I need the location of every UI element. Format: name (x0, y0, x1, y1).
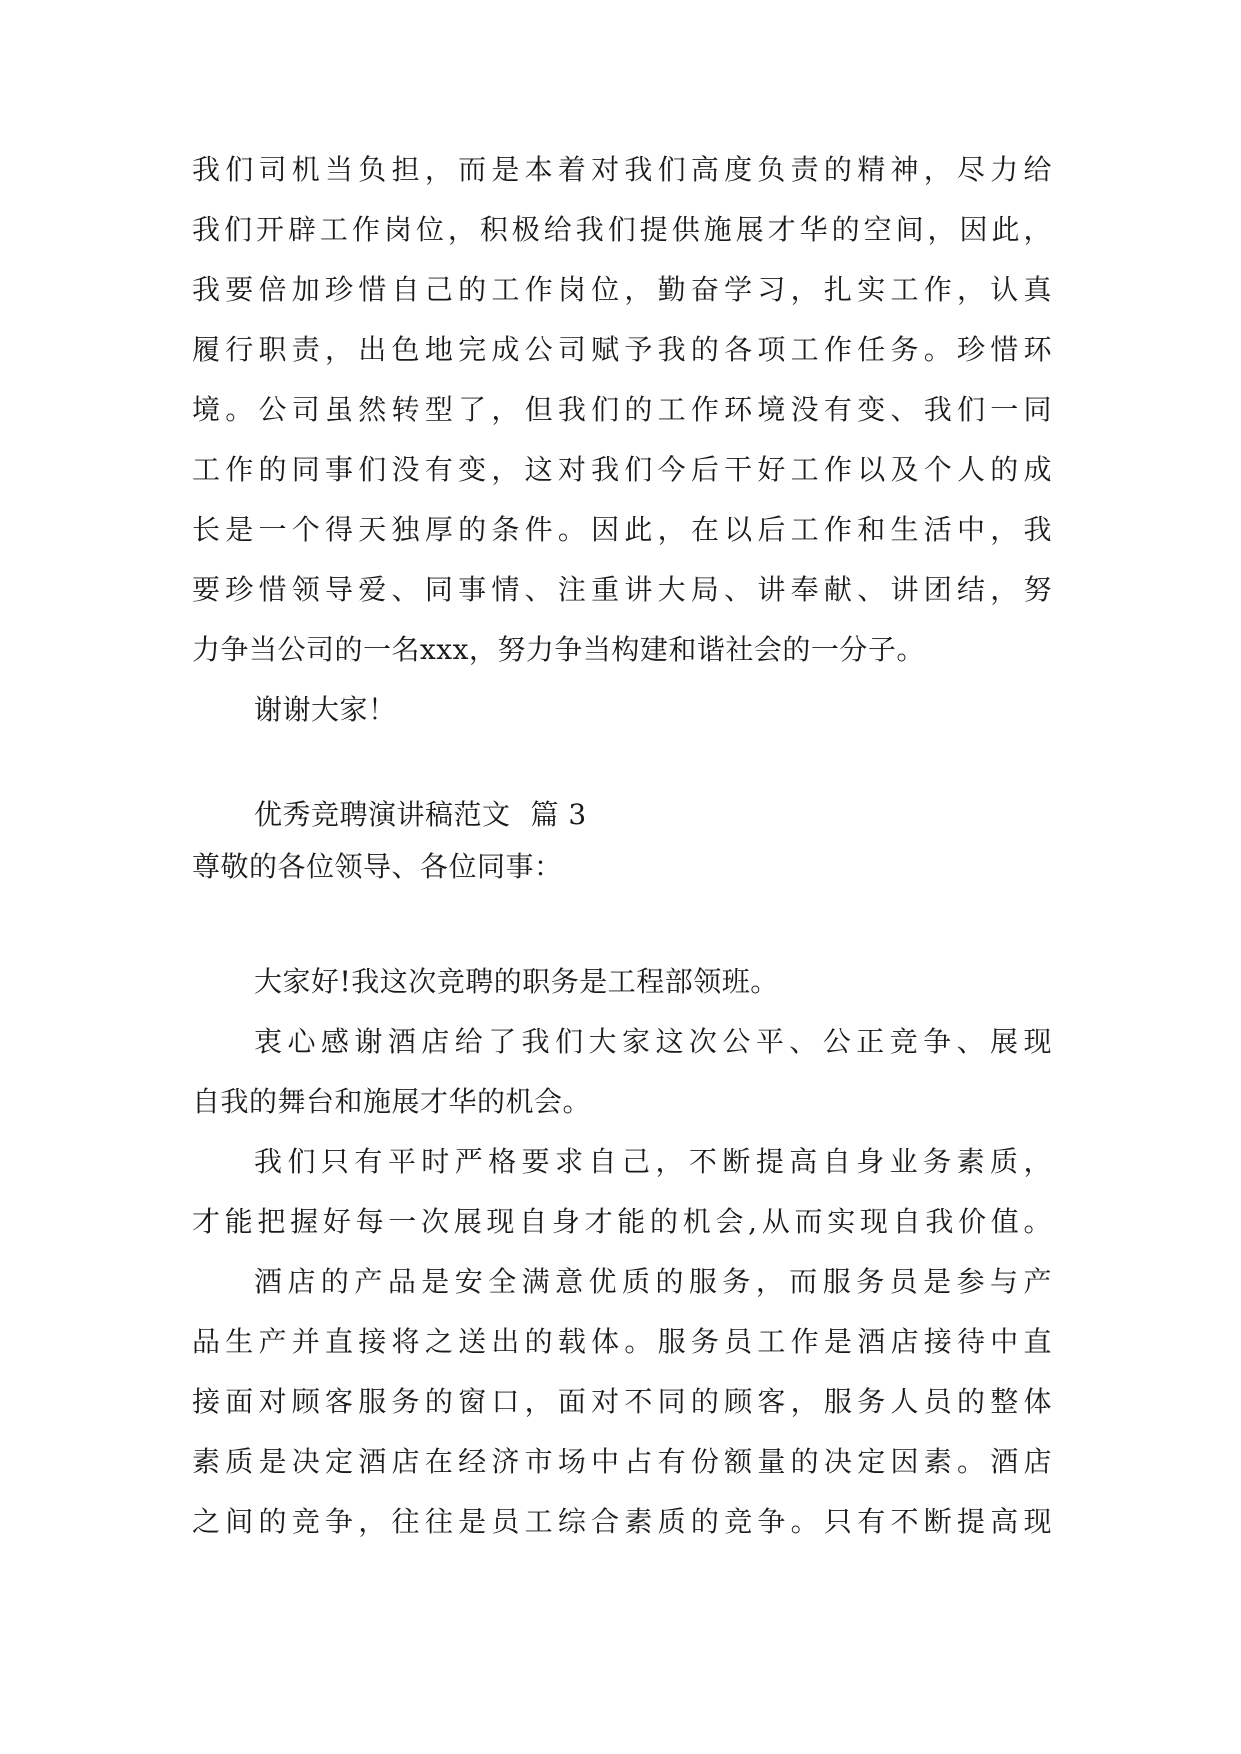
paragraph-line: 力争当公司的一名xxx，努力争当构建和谐社会的一分子。 (192, 633, 925, 666)
paragraph-line: 之间的竞争，往往是员工综合素质的竞争。只有不断提高现 (192, 1505, 1052, 1538)
paragraph-line: 酒店的产品是安全满意优质的服务，而服务员是参与产 (254, 1265, 1052, 1298)
paragraph-line: 工作的同事们没有变，这对我们今后干好工作以及个人的成 (192, 453, 1052, 486)
paragraph-line: 衷心感谢酒店给了我们大家这次公平、公正竞争、展现 (254, 1025, 1052, 1058)
paragraph-line: 才能把握好每一次展现自身才能的机会,从而实现自我价值。 (192, 1205, 1052, 1238)
paragraph-line: 我要倍加珍惜自己的工作岗位，勤奋学习，扎实工作，认真 (192, 273, 1052, 306)
paragraph-line: 我们开辟工作岗位，积极给我们提供施展才华的空间，因此， (192, 213, 1052, 246)
closing-thanks: 谢谢大家！ (254, 693, 397, 726)
paragraph-line: 素质是决定酒店在经济市场中占有份额量的决定因素。酒店 (192, 1445, 1052, 1478)
paragraph-line: 我们只有平时严格要求自己，不断提高自身业务素质， (254, 1145, 1052, 1178)
salutation: 尊敬的各位领导、各位同事： (192, 850, 563, 883)
section-heading (254, 795, 1114, 835)
paragraph-line: 自我的舞台和施展才华的机会。 (192, 1085, 592, 1118)
section-number: 篇 3 (530, 798, 587, 831)
paragraph-line: 我们司机当负担，而是本着对我们高度负责的精神，尽力给 (192, 153, 1052, 186)
paragraph-line: 履行职责，出色地完成公司赋予我的各项工作任务。珍惜环 (192, 333, 1052, 366)
paragraph-line: 品生产并直接将之送出的载体。服务员工作是酒店接待中直 (192, 1325, 1052, 1358)
paragraph-line: 接面对顾客服务的窗口，面对不同的顾客，服务人员的整体 (192, 1385, 1052, 1418)
section-title: 优秀竞聘演讲稿范文 (254, 798, 511, 831)
paragraph-line: 境。公司虽然转型了，但我们的工作环境没有变、我们一同 (192, 393, 1052, 426)
paragraph-line: 长是一个得天独厚的条件。因此，在以后工作和生活中，我 (192, 513, 1052, 546)
paragraph-line: 要珍惜领导爱、同事情、注重讲大局、讲奉献、讲团结，努 (192, 573, 1052, 606)
paragraph-line: 大家好!我这次竞聘的职务是工程部领班。 (254, 965, 779, 998)
